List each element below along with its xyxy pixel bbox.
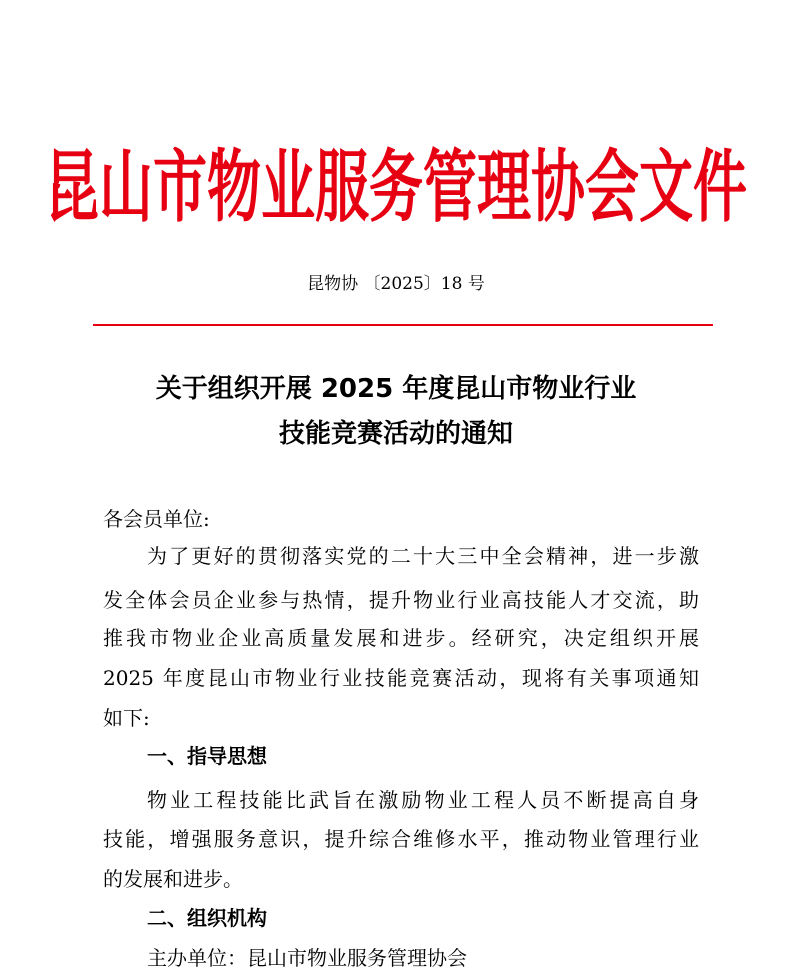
red-divider-line [93,324,713,326]
section1-line: 的发展和进步。 [103,867,243,891]
intro-line: 如下: [103,706,150,730]
section2-line: 主办单位：昆山市物业服务管理协会 [147,946,467,970]
document-number: 昆物协 〔2025〕18 号 [307,274,485,294]
intro-line: 为了更好的贯彻落实党的二十大三中全会精神，进一步激 [147,544,699,568]
intro-line: 2025 年度昆山市物业行业技能竞赛活动，现将有关事项通知 [103,666,699,690]
org-title: 昆山市物业服务管理协会文件 [45,141,747,233]
section-heading-organization: 二、组织机构 [147,906,267,930]
notice-title-line-2: 技能竞赛活动的通知 [278,419,513,449]
intro-line: 推我市物业企业高质量发展和进步。经研究，决定组织开展 [103,626,699,650]
section-heading-guiding-ideology: 一、指导思想 [147,744,267,768]
salutation: 各会员单位: [103,507,210,531]
notice-title-line-1: 关于组织开展 2025 年度昆山市物业行业 [155,374,637,404]
section1-line: 物业工程技能比武旨在激励物业工程人员不断提高自身 [147,788,699,812]
intro-line: 发全体会员企业参与热情，提升物业行业高技能人才交流，助 [103,588,699,612]
section1-line: 技能，增强服务意识，提升综合维修水平，推动物业管理行业 [103,827,699,851]
